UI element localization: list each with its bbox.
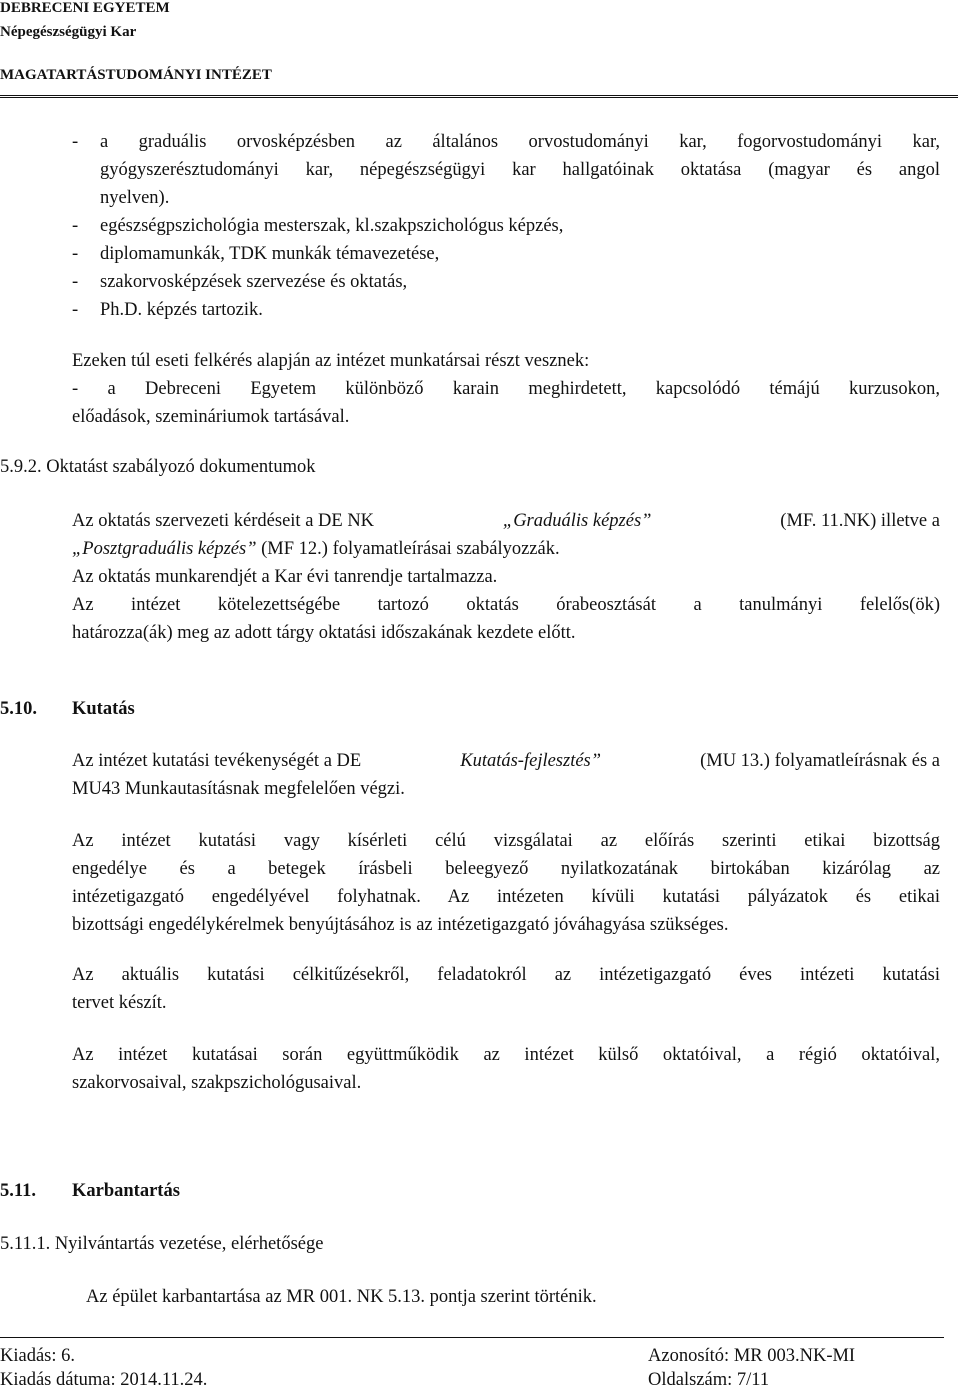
section-5-11-1-heading: 5.11.1. Nyilvántartás vezetése, elérhetősége	[0, 1234, 324, 1254]
text-segment: Az intézet kutatási tevékenységét a DE	[72, 751, 362, 771]
section-5-11-1-text: Az épület karbantartása az MR 001. NK 5.13. pontja szerint történik.	[86, 1287, 597, 1307]
list-item-4: szakorvosképzések szervezése és oktatás,	[100, 272, 408, 292]
section-5-9-2-line-2	[72, 535, 560, 564]
list-item-5: Ph.D. képzés tartozik.	[100, 300, 263, 320]
section-5-10-p1-line-2: MU43 Munkautasításnak megfelelően végzi.	[72, 779, 405, 799]
text-segment: (MF. 11.NK) illetve a	[780, 511, 940, 531]
extra-paragraph-line-1: Ezeken túl eseti felkérés alapján az intézet munkatársai részt vesznek:	[72, 351, 590, 371]
list-dash: -	[72, 300, 79, 320]
extra-paragraph-line-3: előadások, szemináriumok tartásával.	[72, 407, 350, 427]
list-item-1-line-3: nyelven).	[100, 188, 170, 208]
document-reference: „Graduális képzés”	[502, 511, 652, 531]
list-item-1-line-2: gyógyszerésztudományi kar, népegészségügyi kar hallgatóinak oktatása (magyar és angol	[100, 160, 940, 180]
list-dash: -	[72, 272, 79, 292]
list-item-1-line-1: a graduális orvosképzésben az általános orvostudományi kar, fogorvostudományi kar,	[100, 132, 940, 152]
header-institute: MAGATARTÁSTUDOMÁNYI INTÉZET	[0, 67, 272, 83]
header-faculty: Népegészségügyi Kar	[0, 24, 137, 40]
list-item-2: egészségpszichológia mesterszak, kl.szakpszichológus képzés,	[100, 216, 564, 236]
footer-identifier: Azonosító: MR 003.NK-MI	[648, 1346, 856, 1366]
list-dash: -	[72, 216, 79, 236]
list-dash: -	[72, 244, 79, 264]
footer-rule	[0, 1337, 944, 1338]
section-5-9-2-line-4: Az intézet kötelezettségébe tartozó oktatás órabeosztását a tanulmányi felelős(ök)	[72, 595, 940, 615]
section-5-10-number: 5.10.	[0, 699, 37, 719]
extra-paragraph-line-2: - a Debreceni Egyetem különböző karain meghirdetett, kapcsolódó témájú kurzusokon,	[72, 379, 940, 399]
document-reference: Kutatás-fejlesztés”	[460, 751, 602, 771]
section-5-10-p2-line-1: Az intézet kutatási vagy kísérleti célú vizsgálatai az előírás szerinti etikai bizottság	[72, 831, 940, 851]
section-5-11-number: 5.11.	[0, 1181, 36, 1201]
section-5-10-p1-line-1	[72, 747, 940, 776]
section-5-11-title: Karbantartás	[72, 1181, 180, 1201]
section-5-10-p2-line-2: engedélye és a betegek írásbeli beleegyező nyilatkozatának birtokában kizárólag az	[72, 859, 940, 879]
section-5-10-p4-line-2: szakorvosaival, szakpszichológusaival.	[72, 1073, 362, 1093]
section-5-9-2-heading: 5.9.2. Oktatást szabályozó dokumentumok	[0, 457, 316, 477]
section-5-9-2-line-1	[72, 507, 940, 536]
text-segment: (MF 12.) folyamatleírásai szabályozzák.	[261, 539, 560, 559]
footer-edition-date: Kiadás dátuma: 2014.11.24.	[0, 1370, 208, 1390]
footer-edition: Kiadás: 6.	[0, 1346, 76, 1366]
header-rule	[0, 95, 958, 98]
section-5-9-2-line-3: Az oktatás munkarendjét a Kar évi tanrendje tartalmazza.	[72, 567, 498, 587]
section-5-10-title: Kutatás	[72, 699, 135, 719]
section-5-10-p2-line-3: intézetigazgató engedélyével folyhatnak. Az intézeten kívüli kutatási pályázatok és etikai	[72, 887, 940, 907]
document-reference: „Posztgraduális képzés”	[72, 539, 257, 559]
text-segment: Az oktatás szervezeti kérdéseit a DE NK	[72, 511, 375, 531]
section-5-10-p3-line-1: Az aktuális kutatási célkitűzésekről, feladatokról az intézetigazgató éves intézeti kutatási	[72, 965, 940, 985]
list-item-3: diplomamunkák, TDK munkák témavezetése,	[100, 244, 440, 264]
section-5-10-p3-line-2: tervet készít.	[72, 993, 167, 1013]
section-5-10-p2-line-4: bizottsági engedélykérelmek benyújtásához is az intézetigazgató jóváhagyása szükséges.	[72, 915, 729, 935]
text-segment: (MU 13.) folyamatleírásnak és a	[700, 751, 940, 771]
list-dash: -	[72, 132, 79, 152]
section-5-9-2-line-5: határozza(ák) meg az adott tárgy oktatási időszakának kezdete előtt.	[72, 623, 576, 643]
footer-page-number: Oldalszám: 7/11	[648, 1370, 770, 1390]
header-university: DEBRECENI EGYETEM	[0, 0, 170, 16]
section-5-10-p4-line-1: Az intézet kutatásai során együttműködik az intézet külső oktatóival, a régió oktatóival,	[72, 1045, 940, 1065]
